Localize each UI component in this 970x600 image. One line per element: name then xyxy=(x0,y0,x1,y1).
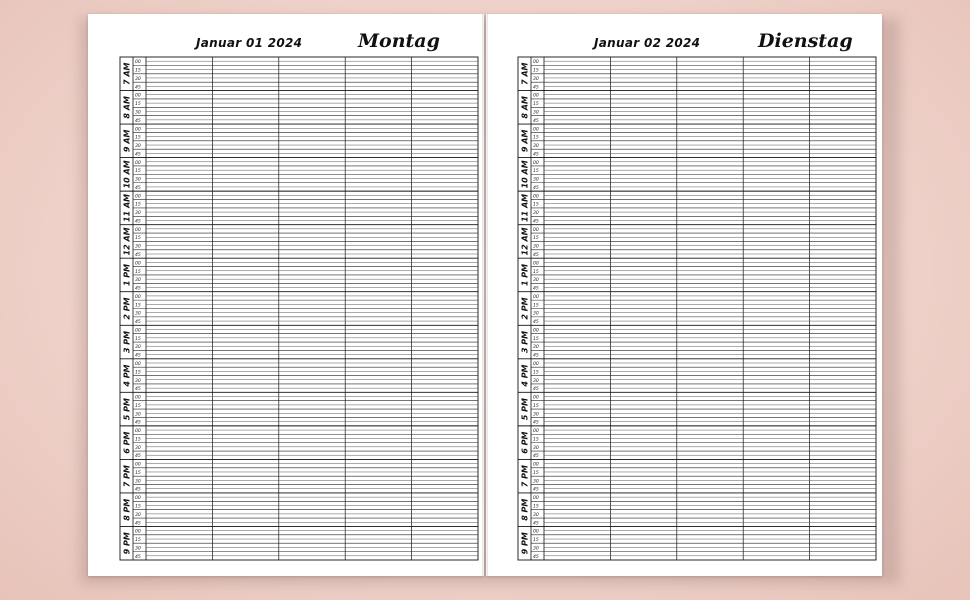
page-date: Januar 01 2024 xyxy=(196,36,303,50)
minute-label: 00 xyxy=(135,395,141,401)
hour-label: 3 PM xyxy=(520,330,530,354)
minute-label: 30 xyxy=(135,546,141,552)
minute-label: 30 xyxy=(533,512,539,518)
hour-label: 10 AM xyxy=(520,160,530,189)
minute-label: 45 xyxy=(533,253,539,258)
minute-label: 00 xyxy=(135,361,141,367)
minute-label: 00 xyxy=(135,462,141,468)
page-weekday: Montag xyxy=(358,30,440,52)
minute-label: 00 xyxy=(533,127,539,133)
planner-page-right xyxy=(486,14,882,576)
minute-label: 45 xyxy=(135,85,141,91)
minute-label: 00 xyxy=(533,361,539,367)
minute-label: 45 xyxy=(135,185,141,191)
minute-label: 30 xyxy=(533,110,539,116)
hour-label: 8 AM xyxy=(520,96,530,119)
minute-label: 00 xyxy=(135,60,141,66)
minute-label: 00 xyxy=(135,261,141,267)
minute-label: 30 xyxy=(533,177,539,183)
schedule-grid xyxy=(88,14,484,576)
minute-label: 30 xyxy=(135,144,141,150)
minute-label: 45 xyxy=(533,454,539,460)
minute-label: 15 xyxy=(533,336,539,342)
minute-label: 00 xyxy=(135,529,141,535)
minute-label: 30 xyxy=(533,244,539,250)
minute-label: 00 xyxy=(533,227,539,233)
hour-label: 1 PM xyxy=(520,263,530,287)
minute-label: 45 xyxy=(533,387,539,393)
minute-label: 15 xyxy=(533,504,539,510)
minute-label: 15 xyxy=(533,135,539,141)
minute-label: 00 xyxy=(533,529,539,535)
minute-label: 00 xyxy=(533,395,539,401)
page-weekday: Dienstag xyxy=(758,30,853,52)
minute-label: 15 xyxy=(135,269,141,275)
minute-label: 30 xyxy=(533,311,539,317)
minute-label: 30 xyxy=(533,76,539,82)
minute-label: 45 xyxy=(135,152,141,158)
minute-label: 30 xyxy=(135,278,141,284)
minute-label: 00 xyxy=(135,127,141,133)
minute-label: 00 xyxy=(533,93,539,99)
hour-label: 6 PM xyxy=(122,431,132,454)
minute-label: 30 xyxy=(135,177,141,183)
minute-label: 15 xyxy=(135,236,141,242)
book-gutter xyxy=(482,14,488,576)
minute-label: 30 xyxy=(533,546,539,552)
minute-label: 00 xyxy=(533,496,539,502)
hour-label: 9 AM xyxy=(520,129,530,153)
minute-label: 30 xyxy=(135,211,141,217)
minute-label: 00 xyxy=(533,160,539,166)
minute-label: 15 xyxy=(135,336,141,342)
minute-label: 00 xyxy=(135,160,141,166)
minute-label: 30 xyxy=(135,512,141,518)
hour-label: 9 PM xyxy=(520,532,530,555)
minute-label: 15 xyxy=(135,169,141,175)
hour-label: 8 PM xyxy=(122,498,132,521)
hour-label: 3 PM xyxy=(122,330,132,354)
hour-label: 7 PM xyxy=(122,465,132,488)
minute-label: 15 xyxy=(135,538,141,544)
minute-label: 45 xyxy=(533,353,539,359)
minute-label: 30 xyxy=(533,345,539,351)
minute-label: 45 xyxy=(135,253,141,258)
minute-label: 45 xyxy=(533,185,539,191)
minute-label: 30 xyxy=(533,378,539,384)
minute-label: 00 xyxy=(533,429,539,435)
minute-label: 45 xyxy=(533,420,539,426)
hour-label: 12 AM xyxy=(520,227,530,256)
minute-label: 15 xyxy=(533,403,539,409)
minute-label: 00 xyxy=(533,462,539,468)
minute-label: 30 xyxy=(135,76,141,82)
minute-label: 15 xyxy=(533,470,539,476)
minute-label: 45 xyxy=(135,320,141,326)
minute-label: 30 xyxy=(135,479,141,485)
page-date: Januar 02 2024 xyxy=(594,36,701,50)
minute-label: 15 xyxy=(533,68,539,74)
hour-label: 9 PM xyxy=(122,532,132,555)
minute-label: 00 xyxy=(533,261,539,267)
minute-label: 00 xyxy=(135,93,141,99)
minute-label: 30 xyxy=(533,445,539,451)
minute-label: 00 xyxy=(135,294,141,300)
minute-label: 15 xyxy=(135,68,141,74)
minute-label: 30 xyxy=(135,311,141,317)
minute-label: 30 xyxy=(533,479,539,485)
minute-label: 00 xyxy=(533,194,539,200)
minute-label: 30 xyxy=(533,278,539,284)
minute-label: 15 xyxy=(135,370,141,376)
minute-label: 00 xyxy=(135,496,141,502)
minute-label: 45 xyxy=(533,286,539,292)
schedule-grid xyxy=(486,14,882,576)
minute-label: 45 xyxy=(135,554,141,560)
minute-label: 00 xyxy=(533,328,539,334)
hour-label: 6 PM xyxy=(520,431,530,454)
hour-label: 8 PM xyxy=(520,498,530,521)
minute-label: 30 xyxy=(135,378,141,384)
minute-label: 15 xyxy=(533,370,539,376)
hour-label: 7 PM xyxy=(520,465,530,488)
minute-label: 15 xyxy=(533,202,539,208)
minute-label: 45 xyxy=(533,554,539,560)
minute-label: 30 xyxy=(135,244,141,250)
minute-label: 15 xyxy=(533,236,539,242)
minute-label: 15 xyxy=(533,437,539,443)
hour-label: 9 AM xyxy=(122,129,132,153)
minute-label: 30 xyxy=(135,110,141,116)
minute-label: 45 xyxy=(533,320,539,326)
hour-label: 8 AM xyxy=(122,96,132,119)
minute-label: 30 xyxy=(533,211,539,217)
minute-label: 30 xyxy=(135,445,141,451)
planner-page-left xyxy=(88,14,484,576)
minute-label: 45 xyxy=(135,118,141,124)
minute-label: 15 xyxy=(135,504,141,510)
hour-label: 11 AM xyxy=(122,193,132,222)
minute-label: 45 xyxy=(533,152,539,158)
minute-label: 30 xyxy=(135,345,141,351)
minute-label: 30 xyxy=(533,144,539,150)
minute-label: 45 xyxy=(135,353,141,359)
minute-label: 45 xyxy=(533,118,539,124)
minute-label: 15 xyxy=(135,470,141,476)
minute-label: 45 xyxy=(533,487,539,493)
minute-label: 15 xyxy=(135,403,141,409)
minute-label: 45 xyxy=(135,487,141,493)
minute-label: 45 xyxy=(135,521,141,527)
minute-label: 45 xyxy=(135,387,141,393)
hour-label: 1 PM xyxy=(122,263,132,287)
minute-label: 15 xyxy=(135,303,141,309)
minute-label: 00 xyxy=(533,294,539,300)
hour-label: 10 AM xyxy=(122,160,132,189)
minute-label: 00 xyxy=(135,328,141,334)
minute-label: 00 xyxy=(135,227,141,233)
hour-label: 5 PM xyxy=(122,398,132,421)
minute-label: 45 xyxy=(533,219,539,225)
hour-label: 4 PM xyxy=(122,364,132,387)
minute-label: 15 xyxy=(533,269,539,275)
minute-label: 15 xyxy=(135,202,141,208)
minute-label: 00 xyxy=(135,429,141,435)
hour-label: 4 PM xyxy=(520,364,530,387)
minute-label: 45 xyxy=(533,521,539,527)
minute-label: 30 xyxy=(533,412,539,418)
minute-label: 00 xyxy=(533,60,539,66)
minute-label: 15 xyxy=(533,169,539,175)
hour-label: 5 PM xyxy=(520,398,530,421)
hour-label: 12 AM xyxy=(122,227,132,256)
minute-label: 45 xyxy=(135,219,141,225)
minute-label: 45 xyxy=(533,85,539,91)
hour-label: 2 PM xyxy=(520,297,530,320)
hour-label: 11 AM xyxy=(520,193,530,222)
minute-label: 15 xyxy=(533,538,539,544)
minute-label: 15 xyxy=(533,102,539,108)
minute-label: 15 xyxy=(533,303,539,309)
minute-label: 45 xyxy=(135,420,141,426)
hour-label: 7 AM xyxy=(520,62,530,86)
minute-label: 30 xyxy=(135,412,141,418)
minute-label: 15 xyxy=(135,437,141,443)
minute-label: 00 xyxy=(135,194,141,200)
hour-label: 2 PM xyxy=(122,297,132,320)
hour-label: 7 AM xyxy=(122,62,132,86)
minute-label: 45 xyxy=(135,286,141,292)
minute-label: 45 xyxy=(135,454,141,460)
minute-label: 15 xyxy=(135,102,141,108)
minute-label: 15 xyxy=(135,135,141,141)
